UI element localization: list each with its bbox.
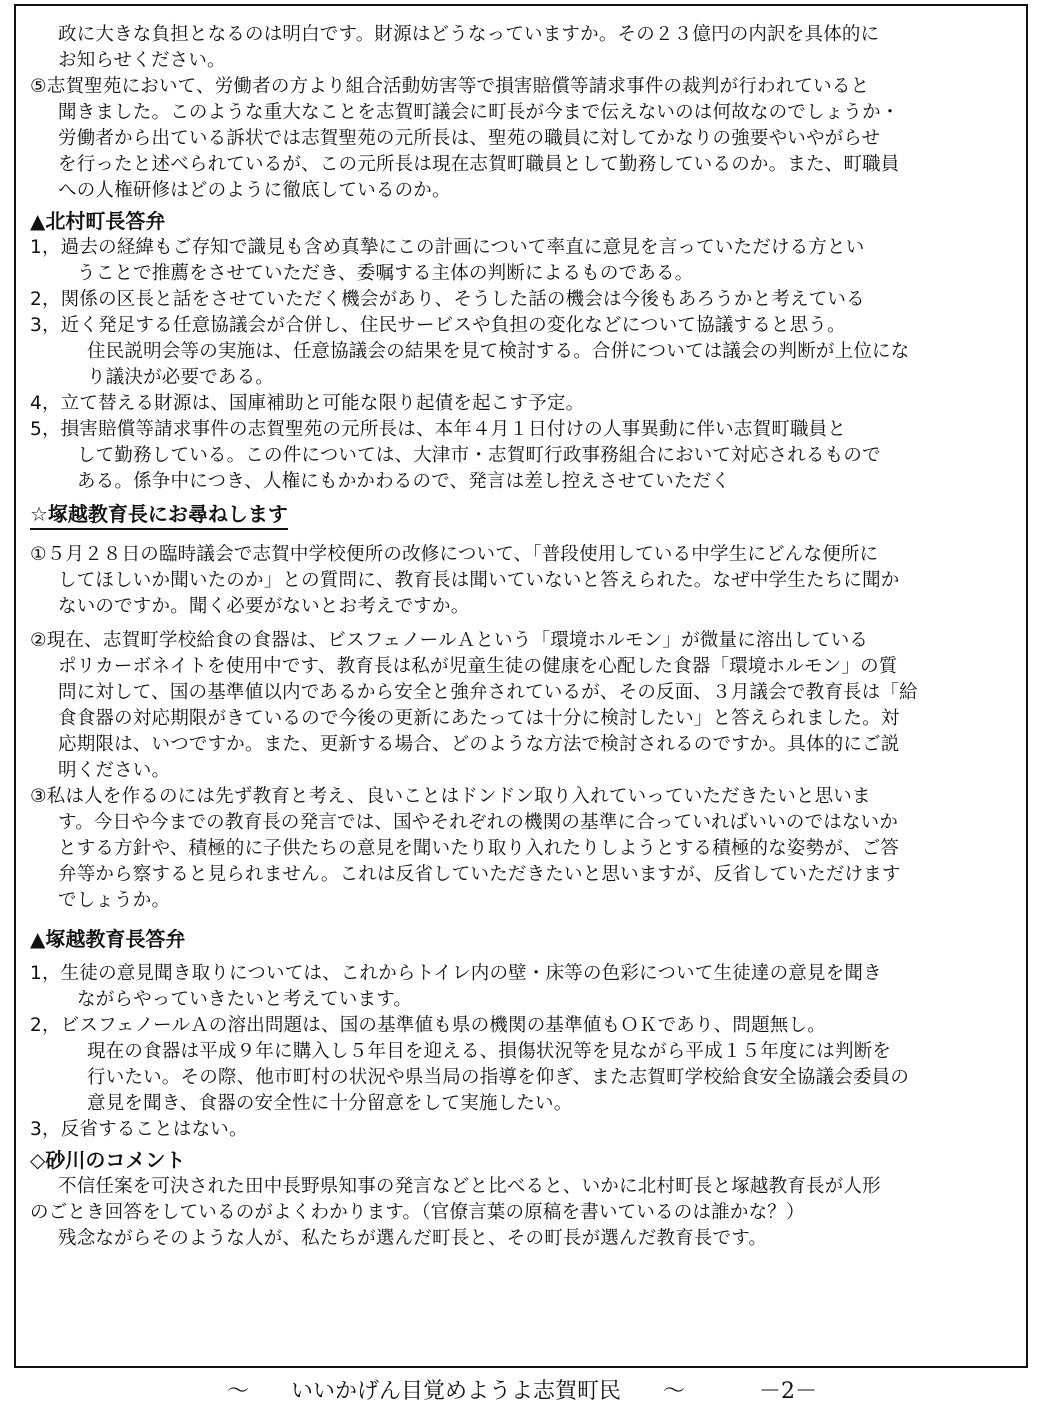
- text-line: 聞きました。このような重大なことを志賀町議会に町長が今まで伝えないのは何故なのでしょうか・: [58, 102, 900, 123]
- text-line: 労働者から出ている訴状では志賀聖苑の元所長は、聖苑の職員に対してかなりの強要やいやがらせ: [58, 128, 881, 149]
- text-line: ある。係争中につき、人権にもかかわるので、発言は差し控えさせていただく: [77, 471, 731, 492]
- text-line: 現在の食器は平成９年に購入し５年目を迎える、損傷状況等を見ながら平成１５年度には判断を: [87, 1041, 892, 1062]
- footer-right-tilde: ～: [663, 1379, 686, 1404]
- text-line: 3，反省することはない。: [30, 1119, 248, 1140]
- education-questions-section: [30, 495, 1012, 914]
- text-line: 5，損害賠償等請求事件の志賀聖苑の元所長は、本年４月１日付けの人事異動に伴い志賀町職員と: [30, 419, 847, 440]
- page-footer: [0, 1374, 1044, 1410]
- education-question-1: [30, 542, 1012, 620]
- text-line: 残念ながらそのような人が、私たちが選んだ町長と、その町長が選んだ教育長です。: [58, 1228, 768, 1249]
- text-line: とする方針や、積極的に子供たちの意見を聞いたり取り入れたりしようとする積極的な姿勢が、ご答: [58, 838, 900, 859]
- text-line: 住民説明会等の実施は、任意協議会の結果を見て検討する。合併については議会の判断が上位にな: [87, 341, 910, 362]
- text-line: お知らせください。: [58, 50, 226, 71]
- text-line: 食食器の対応期限がきているので今後の更新にあたっては十分に検討したい」と答えられました。対: [58, 708, 900, 729]
- text-line: して勤務している。この件については、大津市・志賀町行政事務組合において対応されるもので: [77, 445, 881, 466]
- education-question-3: [30, 784, 1012, 914]
- text-line: でしょうか。: [58, 890, 171, 911]
- text-line: ⑤志賀聖苑において、労働者の方より組合活動妨害等で損害賠償等請求事件の裁判が行われていると: [30, 76, 870, 97]
- comment-section: [30, 1146, 1012, 1252]
- text-line: ①５月２８日の臨時議会で志賀中学校便所の改修について、「普段使用している中学生にどんな便所に: [30, 544, 879, 565]
- text-line: 明ください。: [58, 760, 171, 781]
- text-line: 問に対して、国の基準値以内であるから安全と強弁されているが、その反面、３月議会で教育長は「給: [58, 682, 918, 703]
- text-line: 1，過去の経緯もご存知で識見も含め真摯にこの計画について率直に意見を言っていただける方とい: [30, 237, 865, 258]
- comment-heading: ◇砂川のコメント: [30, 1148, 186, 1172]
- text-line: り議決が必要である。: [87, 367, 275, 388]
- text-line: 2，関係の区長と話をさせていただく機会があり、そうした話の機会は今後もあろうかと考えている: [30, 289, 865, 310]
- text-line: 意見を聞き、食器の安全性に十分留意をして実施したい。: [87, 1093, 573, 1114]
- mayor-answer-section: [30, 207, 1012, 495]
- text-line: 応期限は、いつですか。また、更新する場合、どのような方法で検討されるのですか。具体的にご説: [58, 734, 900, 755]
- text-line: ③私は人を作るのには先ず教育と考え、良いことはドンドン取り入れていっていただきたいと思いま: [30, 786, 871, 807]
- text-line: 4，立て替える財源は、国庫補助と可能な限り起債を起こす予定。: [30, 393, 585, 414]
- text-line: への人権研修はどのように徹底しているのか。: [58, 180, 451, 201]
- text-line: ないのですか。聞く必要がないとお考えですか。: [58, 596, 470, 617]
- text-line: 1，生徒の意見聞き取りについては、これからトイレ内の壁・床等の色彩について生徒達の意見を聞き: [30, 963, 882, 984]
- text-line: うことで推薦をさせていただき、委嘱する主体の判断によるものである。: [77, 263, 694, 284]
- question-5: [30, 74, 1012, 204]
- education-question-2: [30, 628, 1012, 784]
- text-line: してほしいか聞いたのか」との質問に、教育長は聞いていないと答えられた。なぜ中学生たちに聞か: [58, 570, 900, 591]
- text-line: ②現在、志賀町学校給食の食器は、ビスフェノールＡという「環境ホルモン」が微量に溶出している: [30, 630, 869, 651]
- text-line: を行ったと述べられているが、この元所長は現在志賀町職員として勤務しているのか。また、町職員: [58, 154, 900, 175]
- footer-slogan: いいかげん目覚めようよ志賀町民: [290, 1379, 621, 1404]
- text-line: 不信任案を可決された田中長野県知事の発言などと比べると、いかに北村町長と塚越教育長が人形: [58, 1176, 881, 1197]
- text-line: ポリカーボネイトを使用中です、教育長は私が児童生徒の健康を心配した食器「環境ホルモン」の質: [58, 656, 898, 677]
- page-number: －2－: [759, 1379, 818, 1404]
- text-line: 3，近く発足する任意協議会が合併し、住民サービスや負担の変化などについて協議すると思う。: [30, 315, 846, 336]
- education-answer-heading: ▲塚越教育長答弁: [30, 927, 186, 951]
- education-questions-heading: ☆塚越教育長にお尋ねします: [30, 501, 288, 530]
- education-answer-section: [30, 925, 1012, 1143]
- text-line: のごとき回答をしているのがよくわかります。（官僚言葉の原稿を書いているのは誰かな？）: [30, 1202, 805, 1223]
- text-line: す。今日や今までの教育長の発言では、国やそれぞれの機関の基準に合っていればいいのではないか: [58, 812, 899, 833]
- text-line: 弁等から察すると見られません。これは反省していただきたいと思いますが、反省していただけます: [58, 864, 901, 885]
- mayor-answer-heading: ▲北村町長答弁: [30, 209, 166, 233]
- text-line: ながらやっていきたいと考えています。: [77, 989, 413, 1010]
- newsletter-page-frame: [14, 4, 1028, 1368]
- previous-question-continuation: [30, 22, 1012, 74]
- text-line: 2，ビスフェノールＡの溶出問題は、国の基準値も県の機関の基準値もＯＫであり、問題無し。: [30, 1015, 826, 1036]
- footer-left-tilde: ～: [226, 1379, 249, 1404]
- text-line: 政に大きな負担となるのは明白です。財源はどうなっていますか。その２３億円の内訳を具体的に: [58, 24, 880, 45]
- text-line: 行いたい。その際、他市町村の状況や県当局の指導を仰ぎ、また志賀町学校給食安全協議会委員の: [87, 1067, 910, 1088]
